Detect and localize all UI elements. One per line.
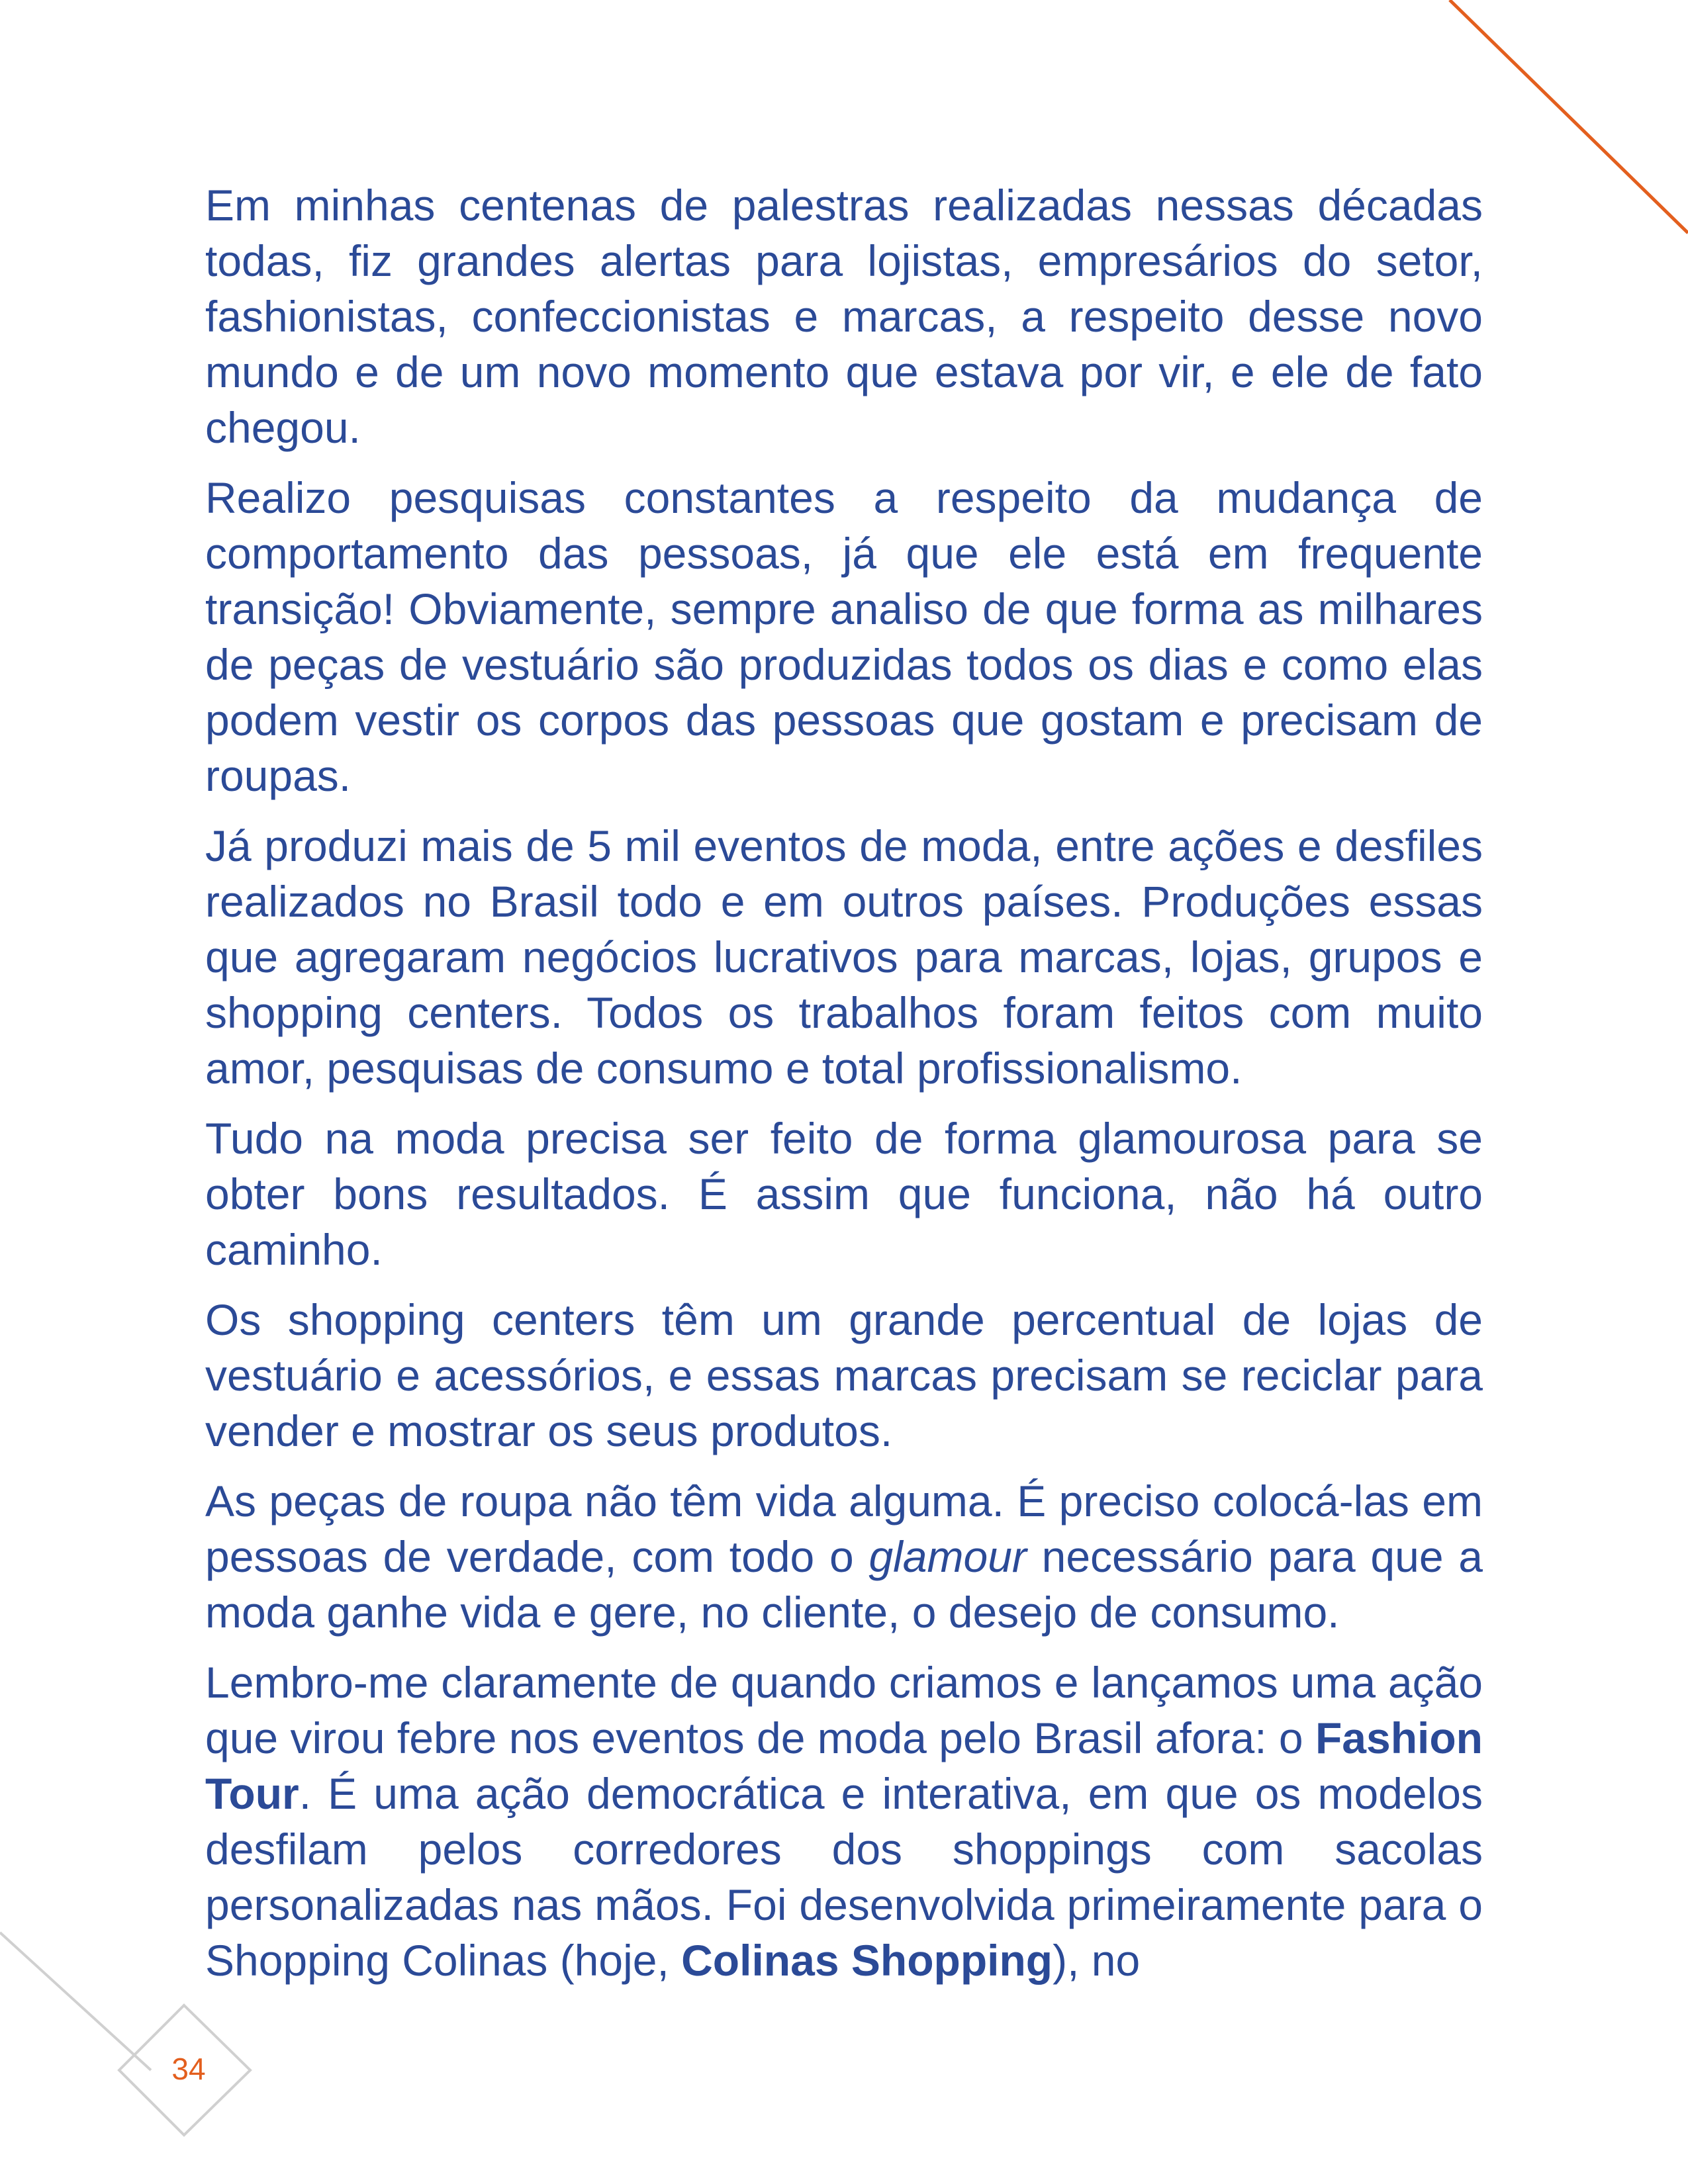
bold-term-colinas-shopping: Colinas Shopping bbox=[681, 1936, 1053, 1985]
paragraph-4: Tudo na moda precisa ser feito de forma glamourosa para se obter bons resultados. É assim que funciona, não há outro caminho. bbox=[205, 1114, 1483, 1274]
corner-decoration-line bbox=[0, 1933, 151, 2070]
body-text bbox=[205, 177, 1483, 2003]
bold-term-fashion-tour: Fashion Tour bbox=[205, 1713, 1483, 1818]
paragraph-3: Já produzi mais de 5 mil eventos de moda, entre ações e desfiles realizados no Brasil todo e em outros países. Produções essas que agregaram negócios lucrativos para marcas, lojas, grupos e shopping centers. Todos os trabalhos foram feitos com muito amor, pesquisas de consumo e total profissionalismo. bbox=[205, 821, 1483, 1093]
paragraph-7-text-a: Lembro-me claramente de quando criamos e lançamos uma ação que virou febre nos eventos de moda pelo Brasil afora: o bbox=[205, 1658, 1483, 1762]
paragraph-6-text-a: As peças de roupa não têm vida alguma. É preciso colocá-las em pessoas de verdade, com todo o bbox=[205, 1477, 1483, 1581]
corner-accent-line bbox=[1450, 0, 1688, 233]
italic-term: glamour bbox=[868, 1532, 1027, 1581]
paragraph-7-text-b: . É uma ação democrática e interativa, em que os modelos desfilam pelos corredores dos shoppings com sacolas personalizadas nas mãos. Foi desenvolvida primeiramente para o Shopping Colinas (hoje, bbox=[205, 1769, 1483, 1985]
paragraph-6 bbox=[205, 1473, 1483, 1640]
paragraph-2: Realizo pesquisas constantes a respeito da mudança de comportamento das pessoas, já que ele está em frequente transição! Obviamente, sempre analiso de que forma as milhares de peças de vestuário são produzidas todos os dias e como elas podem vestir os corpos das pessoas que gostam e precisam de roupas. bbox=[205, 473, 1483, 800]
paragraph-5: Os shopping centers têm um grande percentual de lojas de vestuário e acessórios, e essas marcas precisam se reciclar para vender e mostrar os seus produtos. bbox=[205, 1295, 1483, 1455]
paragraph-7-text-c: ), no bbox=[1053, 1936, 1141, 1985]
paragraph-7 bbox=[205, 1655, 1483, 1988]
page-number: 34 bbox=[171, 2052, 206, 2086]
paragraph-6-text-b: necessário para que a moda ganhe vida e gere, no cliente, o desejo de consumo. bbox=[205, 1532, 1483, 1637]
paragraph-1: Em minhas centenas de palestras realizadas nessas décadas todas, fiz grandes alertas para lojistas, empresários do setor, fashionistas, confeccionistas e marcas, a respeito desse novo mundo e de um novo momento que estava por vir, e ele de fato chegou. bbox=[205, 181, 1483, 452]
